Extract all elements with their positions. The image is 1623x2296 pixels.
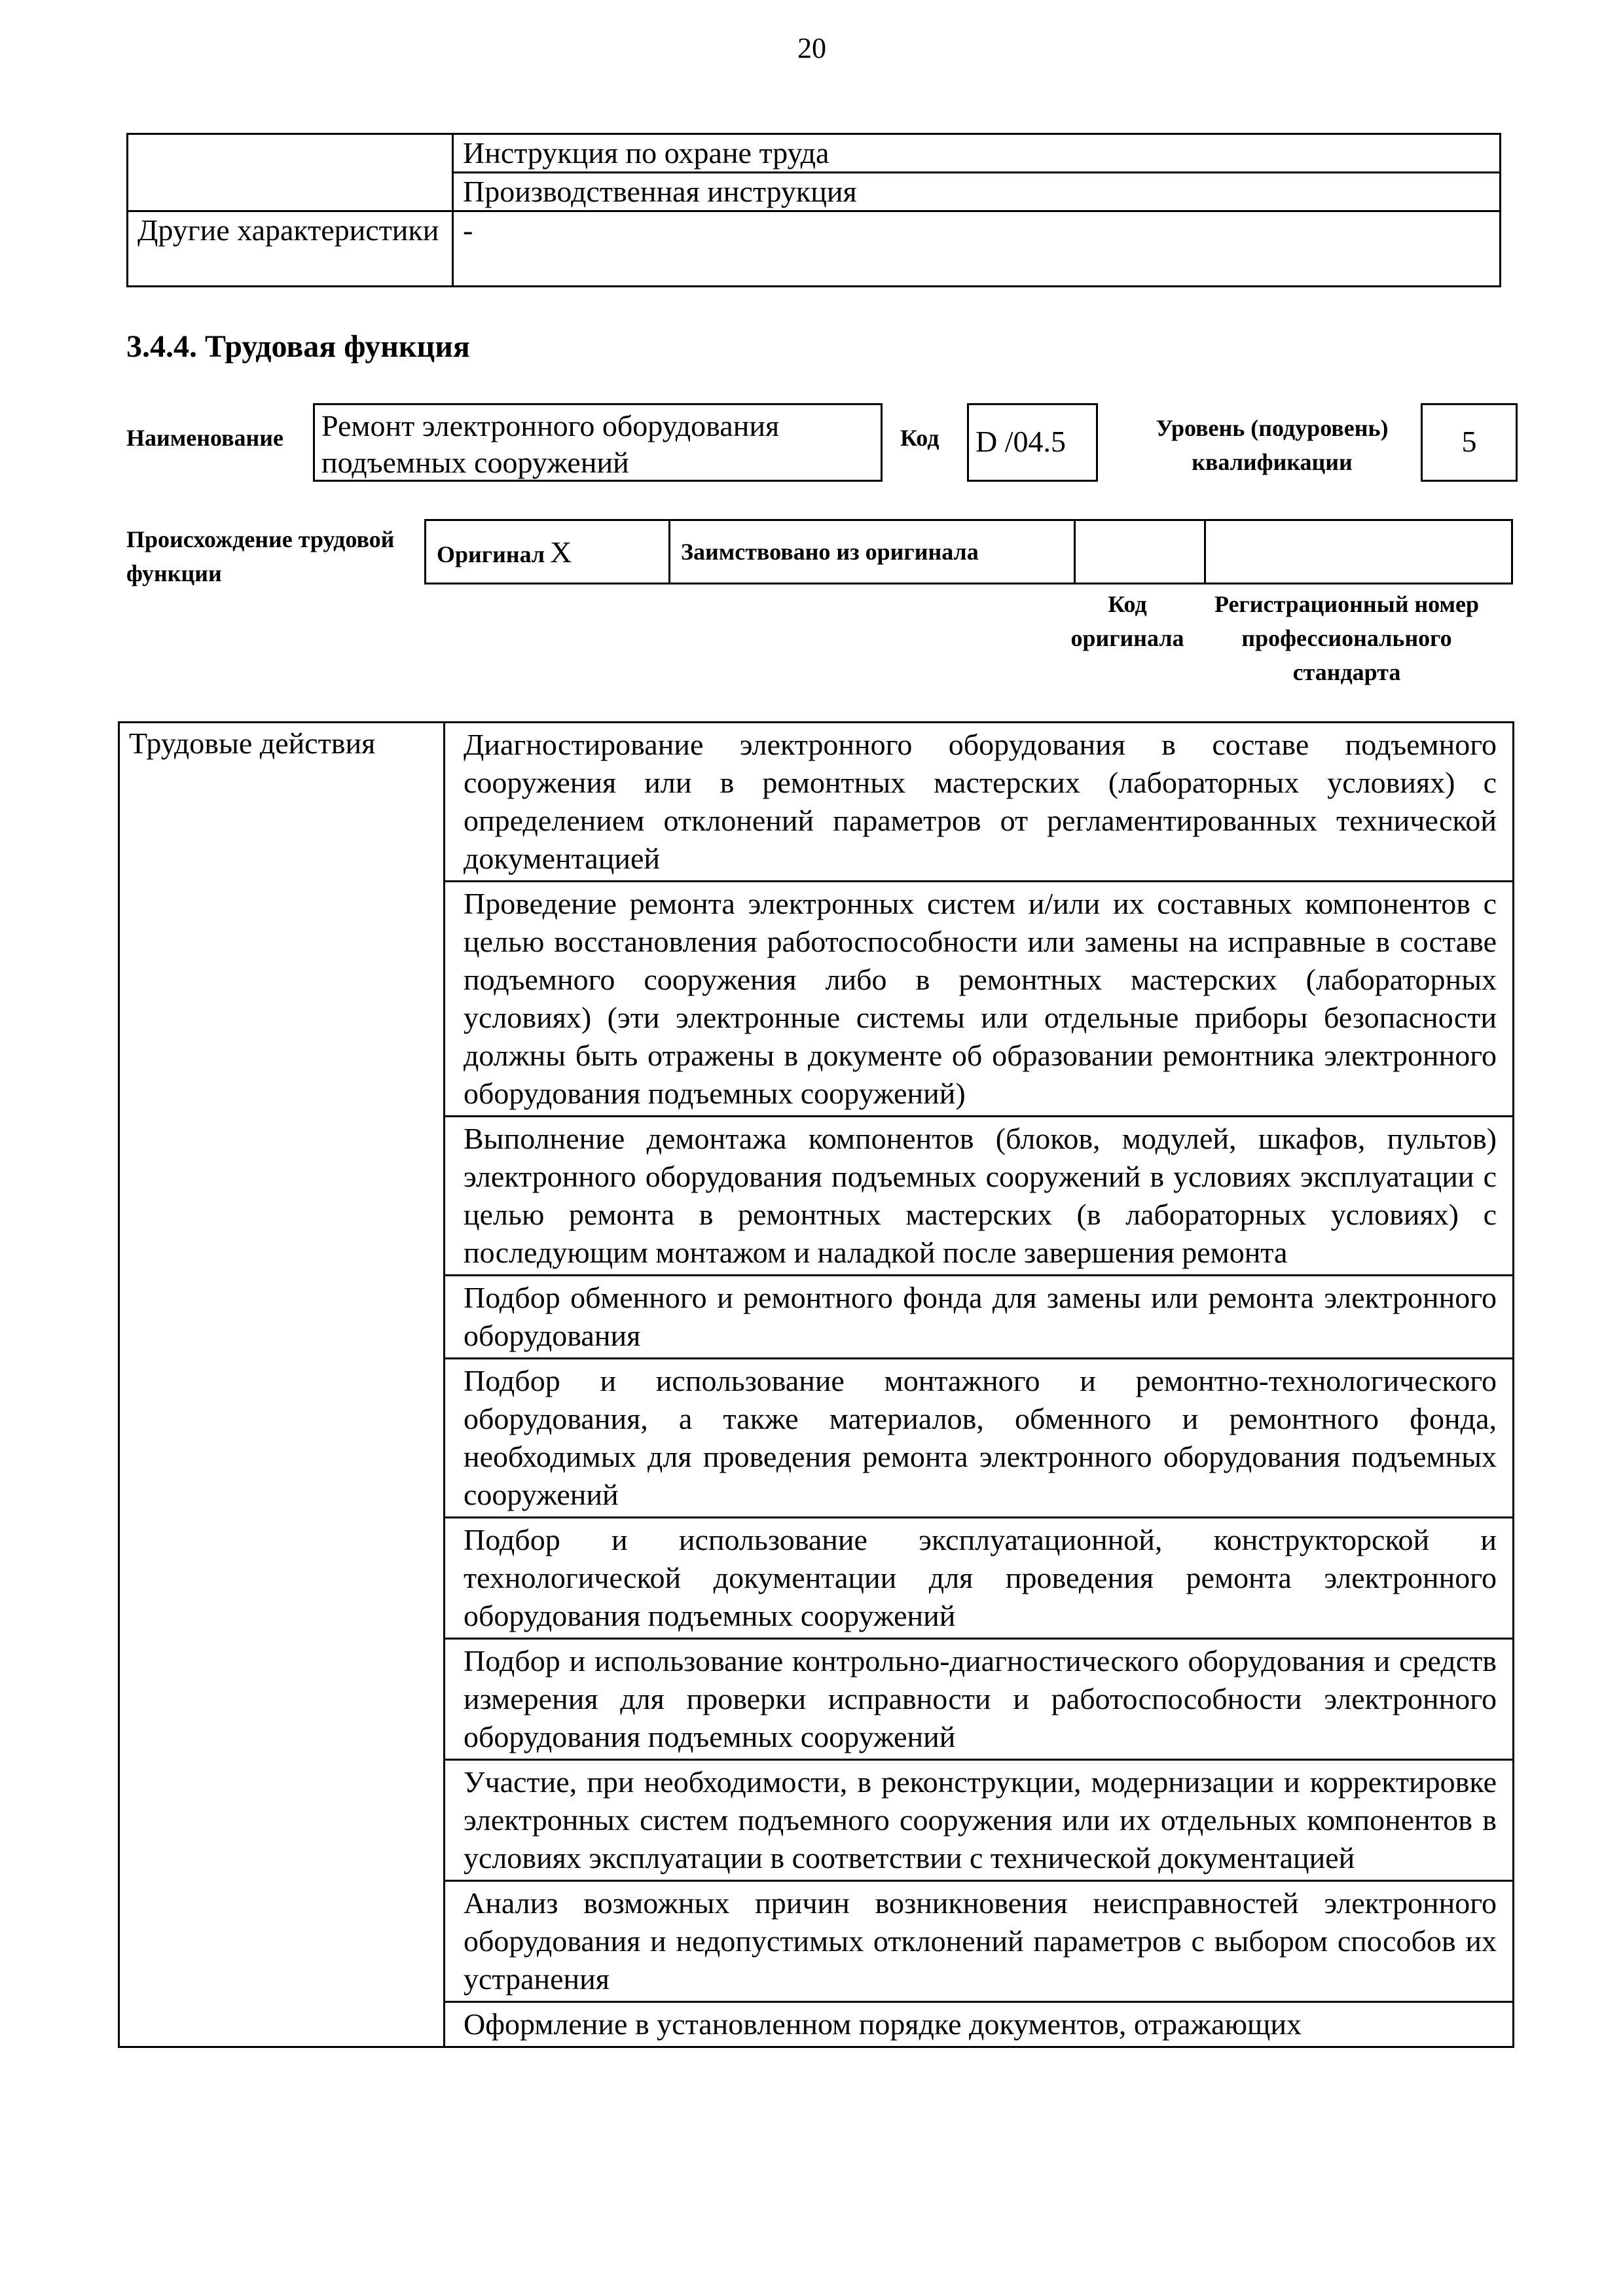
top-table-cell: Производственная инструкция [453,173,1501,211]
labor-action-item: Выполнение демонтажа компонентов (блоков, модулей, шкафов, пультов) электронного оборудования подъемных сооружений в условиях эксплуатации с целью ремонта в ремонтных мастерских (в лабораторных условиях) с последующим монтажом и наладкой после завершения ремонта [445,1117,1514,1276]
labor-action-item: Оформление в установленном порядке документов, отражающих [445,2002,1514,2047]
labor-action-item: Диагностирование электронного оборудования в составе подъемного сооружения или в ремонтных мастерских (лабораторных условиях) с определением отклонений параметров от регламентированных технической документацией [445,723,1514,882]
top-table-empty-cell [128,134,453,211]
name-value: Ремонт электронного оборудования подъемных сооружений [313,403,883,482]
labor-action-item: Анализ возможных причин возникновения неисправностей электронного оборудования и недопустимых отклонений параметров с выбором способов их устранения [445,1881,1514,2002]
labor-action-item: Подбор и использование эксплуатационной, конструкторской и технологической документации для проведения ремонта электронного оборудования подъемных сооружений [445,1518,1514,1639]
top-table-label: Другие характеристики [128,211,453,287]
labor-action-item: Подбор и использование контрольно-диагностического оборудования и средств измерения для проверки исправности и работоспособности электронного оборудования подъемных сооружений [445,1639,1514,1760]
level-value: 5 [1421,403,1518,482]
top-table-cell: Инструкция по охране труда [453,134,1501,173]
section-title: 3.4.4. Трудовая функция [126,329,470,364]
top-table-cell: - [453,211,1501,287]
code-original-caption: Код оригинала [1070,591,1184,651]
top-table [126,133,1501,287]
origin-original-cell [426,520,670,584]
borrowed-label: Заимствовано из оригинала [670,520,1075,584]
labor-action-item: Подбор обменного и ремонтного фонда для замены или ремонта электронного оборудования [445,1276,1514,1359]
reg-number-caption: Регистрационный номер профессионального стандарта [1214,591,1480,685]
labor-action-item: Проведение ремонта электронных систем и/или их составных компонентов с целью восстановления работоспособности или замены на исправные в составе подъемного сооружения либо в ремонтных мастерских (лабораторных условиях) (эти электронные системы или отдельные приборы безопасности должны быть отражены в документе об образовании ремонтника электронного оборудования подъемных сооружений) [445,882,1514,1117]
code-original-cell [1075,520,1205,584]
origin-table [424,519,1513,584]
labor-actions-label: Трудовые действия [119,723,445,2047]
level-label: Уровень (подуровень) квалификации [1156,415,1389,475]
original-mark: X [550,535,572,569]
labor-action-item: Участие, при необходимости, в реконструкции, модернизации и корректировке электронных систем подъемного сооружения или их отдельных компонентов в условиях эксплуатации в соответствии с технической документацией [445,1760,1514,1881]
labor-action-item: Подбор и использование монтажного и ремонтно-технологического оборудования, а также материалов, обменного и ремонтного фонда, необходимых для проведения ремонта электронного оборудования подъемных сооружений [445,1359,1514,1518]
name-label: Наименование [126,425,283,451]
labor-actions-table [118,721,1514,2048]
original-label: Оригинал [437,541,545,567]
code-value: D /04.5 [967,403,1098,482]
reg-number-cell [1205,520,1512,584]
page-number: 20 [797,32,826,64]
code-label: Код [900,425,939,451]
origin-label: Происхождение трудовой функции [126,526,395,586]
